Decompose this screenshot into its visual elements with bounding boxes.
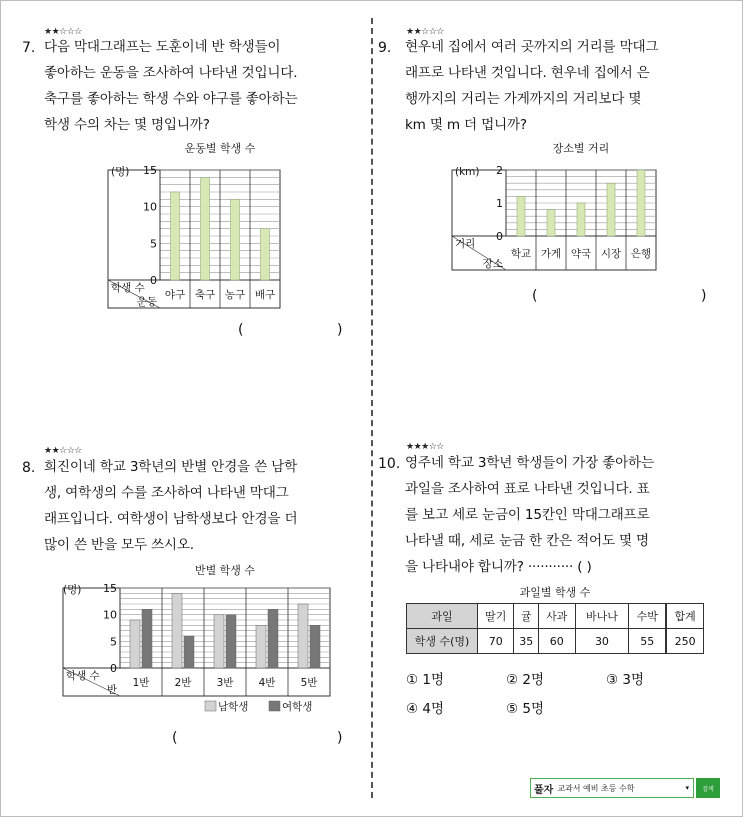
bar bbox=[517, 196, 525, 236]
table-header-cell: 사과 bbox=[539, 604, 575, 629]
option-4: ④ 4명 bbox=[406, 701, 445, 717]
column-divider bbox=[371, 18, 373, 798]
table-row-label: 학생 수(명) bbox=[407, 629, 478, 654]
y-unit-label: (명) bbox=[63, 584, 82, 596]
x-tick-label: 야구 bbox=[164, 289, 186, 301]
bar-남학생 bbox=[172, 593, 182, 668]
table-header-cell: 귤 bbox=[514, 604, 539, 629]
question-line: 나타낼 때, 세로 눈금 한 칸은 적어도 몇 명 bbox=[405, 533, 649, 549]
answer-open-paren: ( bbox=[532, 288, 538, 304]
question-line: 을 나타내야 합니까? ··········· ( ) bbox=[405, 559, 592, 575]
question-number: 7. bbox=[22, 40, 36, 56]
question-text bbox=[405, 450, 654, 580]
x-tick-label: 약국 bbox=[570, 248, 592, 260]
table-cell: 30 bbox=[575, 629, 629, 654]
question-number: 9. bbox=[378, 40, 392, 56]
answer-open-paren: ( bbox=[172, 730, 178, 746]
table-cell: 35 bbox=[514, 629, 539, 654]
y-tick-label: 10 bbox=[143, 200, 157, 214]
bar-여학생 bbox=[268, 609, 278, 668]
textbook-select[interactable] bbox=[530, 778, 694, 798]
table-title: 과일별 학생 수 bbox=[519, 586, 591, 599]
y-tick-label: 2 bbox=[496, 164, 503, 177]
x-tick-label: 농구 bbox=[224, 289, 246, 301]
x-tick-label: 축구 bbox=[194, 289, 216, 301]
question-line: 다음 막대그래프는 도훈이네 반 학생들이 bbox=[44, 39, 281, 55]
bar-남학생 bbox=[130, 620, 140, 668]
fruit-table bbox=[406, 603, 704, 654]
chart-glasses bbox=[55, 562, 345, 722]
x-tick-label: 배구 bbox=[254, 289, 276, 301]
question-line: 축구를 좋아하는 학생 수와 야구를 좋아하는 bbox=[44, 91, 298, 107]
difficulty-stars: ★★☆☆☆ bbox=[44, 27, 82, 37]
difficulty-stars: ★★★☆☆ bbox=[406, 442, 444, 452]
answer-close-paren: ) bbox=[701, 288, 707, 304]
table-cell: 250 bbox=[666, 629, 703, 654]
bar-여학생 bbox=[226, 615, 236, 668]
select-label: 풀자 bbox=[534, 784, 554, 796]
question-line: km 몇 m 더 멉니까? bbox=[405, 117, 527, 133]
question-line: 많이 쓴 반을 모두 쓰시오. bbox=[44, 537, 194, 553]
chart-title: 반별 학생 수 bbox=[194, 564, 256, 577]
question-text bbox=[405, 34, 658, 138]
chart-distance bbox=[450, 140, 660, 285]
option-3: ③ 3명 bbox=[606, 672, 645, 688]
y-tick-label: 0 bbox=[496, 230, 503, 243]
bar-남학생 bbox=[256, 625, 266, 668]
option-2: ② 2명 bbox=[506, 672, 545, 688]
question-line: 좋아하는 운동을 조사하여 나타낸 것입니다. bbox=[44, 65, 298, 81]
table-header-cell: 수박 bbox=[629, 604, 666, 629]
y-tick-label: 15 bbox=[143, 164, 157, 177]
table-header-cell: 바나나 bbox=[575, 604, 629, 629]
bar bbox=[577, 203, 585, 236]
chart-title: 운동별 학생 수 bbox=[184, 142, 256, 155]
corner-label-bottom: 반 bbox=[106, 684, 117, 696]
question-number: 10. bbox=[378, 456, 401, 472]
x-tick-label: 학교 bbox=[510, 248, 532, 260]
question-line: 를 보고 세로 눈금이 15칸인 막대그래프로 bbox=[405, 507, 650, 523]
search-button[interactable]: 검색 bbox=[696, 778, 720, 798]
bar-여학생 bbox=[184, 636, 194, 668]
chevron-down-icon: ▾ bbox=[685, 784, 689, 792]
table-row bbox=[407, 629, 704, 654]
table-cell: 55 bbox=[629, 629, 666, 654]
question-line: 래프로 나타낸 것입니다. 현우네 집에서 은 bbox=[405, 65, 650, 81]
x-tick-label: 4반 bbox=[258, 677, 276, 689]
legend-swatch bbox=[269, 701, 280, 711]
answer-close-paren: ) bbox=[337, 730, 343, 746]
question-line: 과일을 조사하여 표로 나타낸 것입니다. 표 bbox=[405, 481, 650, 497]
question-line: 래프입니다. 여학생이 남학생보다 안경을 더 bbox=[44, 511, 298, 527]
question-line: 현우네 집에서 여러 곳까지의 거리를 막대그 bbox=[405, 39, 659, 55]
difficulty-stars: ★★☆☆☆ bbox=[44, 446, 82, 456]
y-unit-label: (명) bbox=[111, 166, 130, 178]
bar bbox=[171, 192, 180, 280]
question-line: 희진이네 학교 3학년의 반별 안경을 쓴 남학 bbox=[44, 459, 298, 475]
x-tick-label: 시장 bbox=[600, 248, 622, 260]
bar bbox=[547, 210, 555, 236]
option-1: ① 1명 bbox=[406, 672, 445, 688]
x-tick-label: 2반 bbox=[174, 677, 192, 689]
table-cell: 60 bbox=[539, 629, 575, 654]
question-text bbox=[44, 454, 297, 558]
x-tick-label: 은행 bbox=[630, 248, 652, 260]
x-tick-label: 5반 bbox=[300, 677, 318, 689]
bar bbox=[201, 177, 210, 280]
difficulty-stars: ★★☆☆☆ bbox=[406, 27, 444, 37]
bar-남학생 bbox=[298, 604, 308, 668]
y-tick-label: 15 bbox=[103, 582, 117, 595]
corner-label-bottom: 장소 bbox=[482, 258, 503, 270]
table-header-cell: 과일 bbox=[407, 604, 478, 629]
table-row bbox=[407, 604, 704, 629]
y-unit-label: (km) bbox=[455, 166, 480, 178]
y-tick-label: 0 bbox=[150, 274, 157, 287]
answer-close-paren: ) bbox=[337, 322, 343, 338]
x-tick-label: 1반 bbox=[132, 677, 150, 689]
y-tick-label: 0 bbox=[110, 662, 117, 675]
y-tick-label: 5 bbox=[110, 635, 117, 649]
corner-label-top: 학생 수 bbox=[66, 670, 100, 682]
y-tick-label: 10 bbox=[103, 608, 117, 622]
corner-label-bottom: 운동 bbox=[136, 296, 157, 308]
bar-여학생 bbox=[310, 625, 320, 668]
legend-label: 남학생 bbox=[218, 701, 249, 713]
question-line: 학생 수의 차는 몇 명입니까? bbox=[44, 117, 210, 133]
question-text bbox=[44, 34, 297, 138]
bar bbox=[231, 199, 240, 280]
select-value: 교과서 예비 초등 수학 bbox=[557, 783, 635, 793]
bar bbox=[261, 229, 270, 280]
x-tick-label: 가게 bbox=[540, 248, 562, 260]
answer-open-paren: ( bbox=[238, 322, 244, 338]
question-line: 영주네 학교 3학년 학생들이 가장 좋아하는 bbox=[405, 455, 654, 471]
option-5: ⑤ 5명 bbox=[506, 701, 545, 717]
bar-남학생 bbox=[214, 615, 224, 668]
corner-label-top: 학생 수 bbox=[111, 282, 145, 294]
x-tick-label: 3반 bbox=[216, 677, 234, 689]
corner-label-top: 거리 bbox=[455, 238, 476, 250]
table-header-cell: 합계 bbox=[666, 604, 703, 629]
question-line: 생, 여학생의 수를 조사하여 나타낸 막대그 bbox=[44, 485, 289, 501]
legend-swatch bbox=[205, 701, 216, 711]
chart-title: 장소별 거리 bbox=[552, 142, 610, 155]
chart-sports bbox=[100, 140, 290, 315]
table-header-cell: 딸기 bbox=[478, 604, 514, 629]
table-cell: 70 bbox=[478, 629, 514, 654]
question-number: 8. bbox=[22, 460, 36, 476]
y-tick-label: 5 bbox=[150, 237, 157, 251]
bar bbox=[637, 170, 645, 236]
bar bbox=[607, 183, 615, 236]
bar-여학생 bbox=[142, 609, 152, 668]
question-line: 행까지의 거리는 가게까지의 거리보다 몇 bbox=[405, 91, 642, 107]
y-tick-label: 1 bbox=[496, 197, 503, 210]
legend-label: 여학생 bbox=[282, 701, 313, 713]
